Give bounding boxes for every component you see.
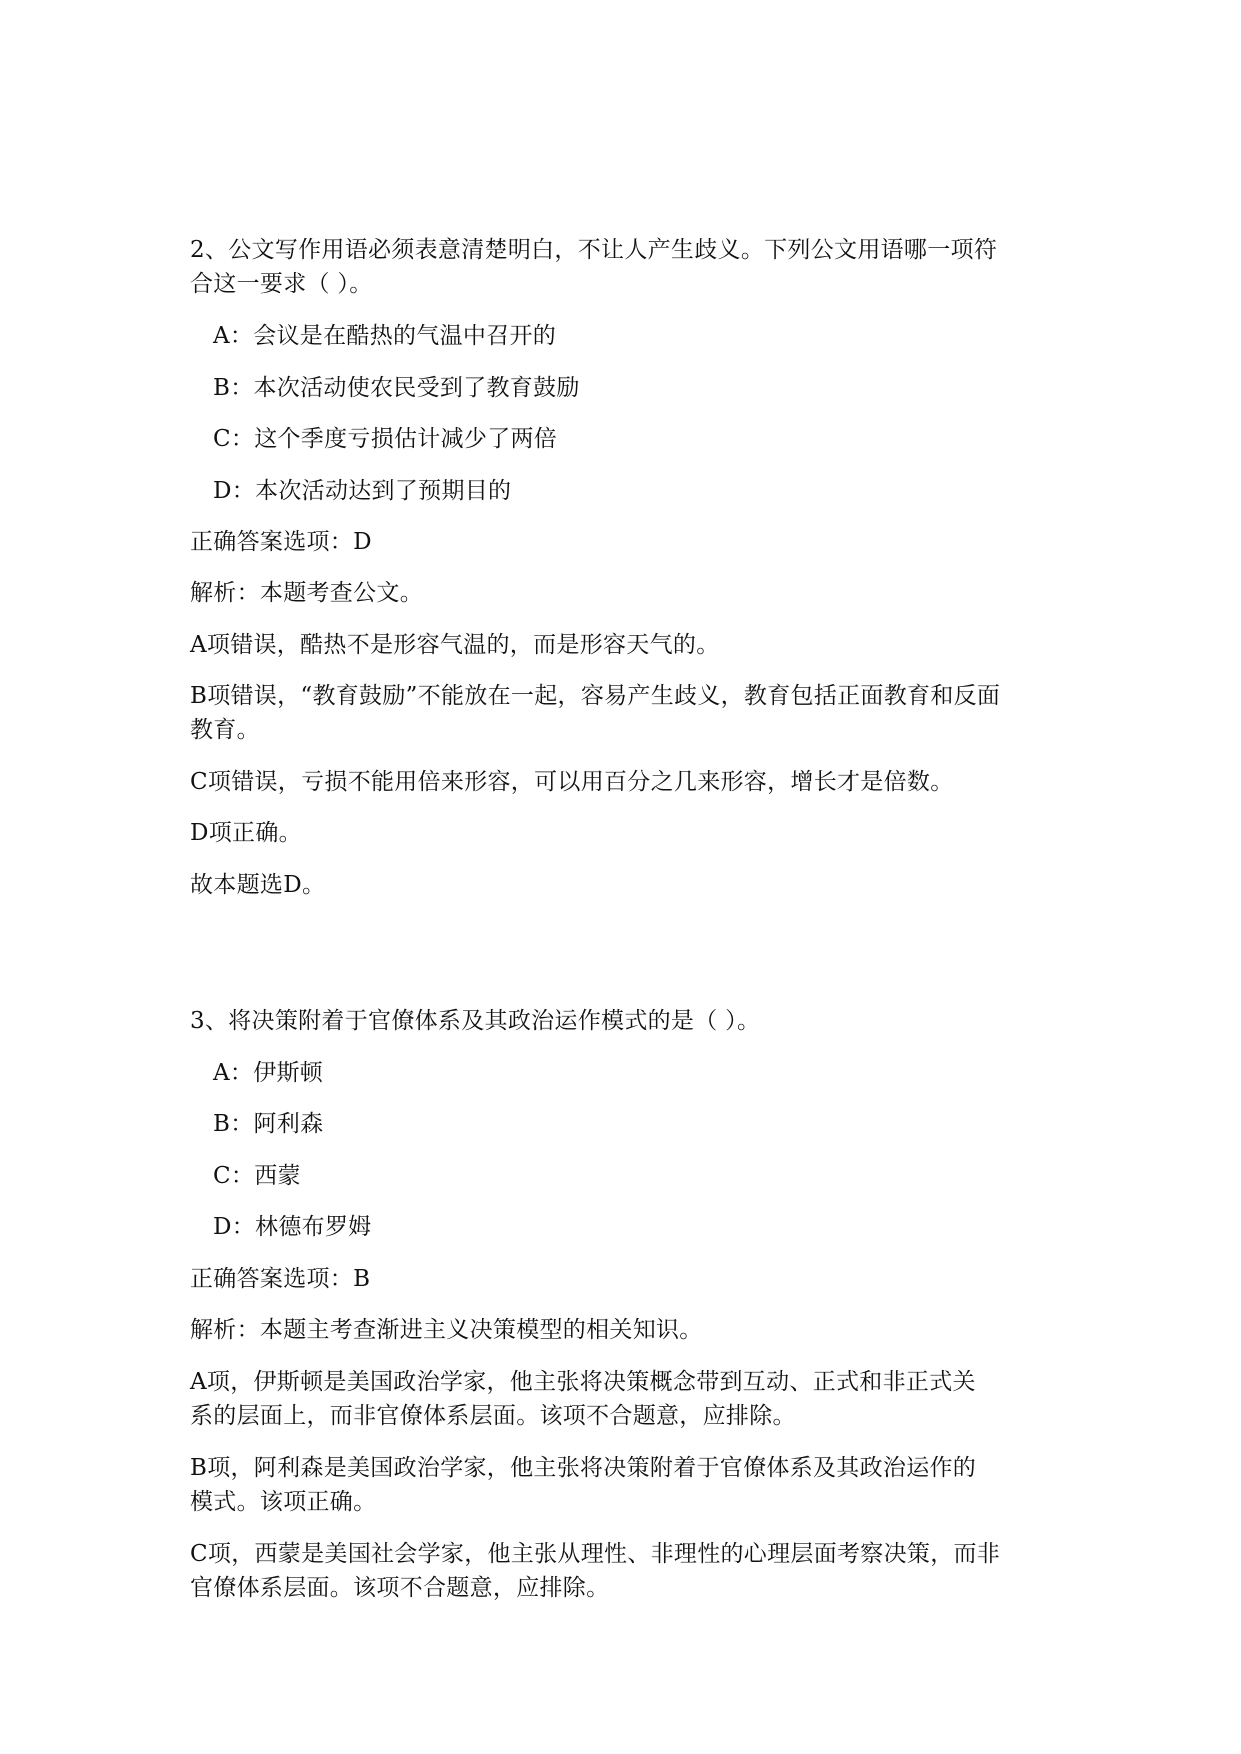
q3-analysis-a-line2: 系的层面上，而非官僚体系层面。该项不合题意，应排除。 [190,1403,796,1429]
q3-analysis-a-line1: A项，伊斯顿是美国政治学家，他主张将决策概念带到互动、正式和非正式关 [190,1369,976,1395]
q2-analysis-b-line1: B项错误，“教育鼓励”不能放在一起，容易产生歧义，教育包括正面教育和反面 [190,683,1001,709]
q2-analysis-a: A项错误，酷热不是形容气温的，而是形容天气的。 [190,632,720,658]
q2-stem-line1: 2、公文写作用语必须表意清楚明白，不让人产生歧义。下列公文用语哪一项符 [190,237,998,263]
q3-option-b: B：阿利森 [213,1111,324,1137]
q2-analysis-b-line2: 教育。 [190,717,260,743]
q2-answer: 正确答案选项：D [190,529,372,555]
q3-option-c: C：西蒙 [213,1163,301,1189]
q2-option-c: C：这个季度亏损估计减少了两倍 [213,426,558,452]
q3-option-d: D：林德布罗姆 [213,1214,372,1240]
q3-analysis-b-line2: 模式。该项正确。 [190,1489,377,1515]
q2-analysis-intro: 解析：本题考查公文。 [190,580,423,606]
q2-conclusion: 故本题选D。 [190,872,326,898]
q2-option-d: D：本次活动达到了预期目的 [213,478,512,504]
q2-option-b: B：本次活动使农民受到了教育鼓励 [213,375,580,401]
q2-analysis-c: C项错误，亏损不能用倍来形容，可以用百分之几来形容，增长才是倍数。 [190,769,954,795]
q3-stem: 3、将决策附着于官僚体系及其政治运作模式的是（ ）。 [190,1008,761,1034]
q3-analysis-c-line2: 官僚体系层面。该项不合题意，应排除。 [190,1575,610,1601]
q3-analysis-c-line1: C项，西蒙是美国社会学家，他主张从理性、非理性的心理层面考察决策，而非 [190,1541,1001,1567]
q2-option-a: A：会议是在酷热的气温中召开的 [213,323,557,349]
q3-analysis-intro: 解析：本题主考查渐进主义决策模型的相关知识。 [190,1317,703,1343]
q2-stem-line2: 合这一要求（ ）。 [190,271,373,297]
q3-analysis-b-line1: B项，阿利森是美国政治学家，他主张将决策附着于官僚体系及其政治运作的 [190,1455,977,1481]
q2-analysis-d: D项正确。 [190,820,302,846]
q3-answer: 正确答案选项：B [190,1266,371,1292]
q3-option-a: A：伊斯顿 [213,1060,324,1086]
